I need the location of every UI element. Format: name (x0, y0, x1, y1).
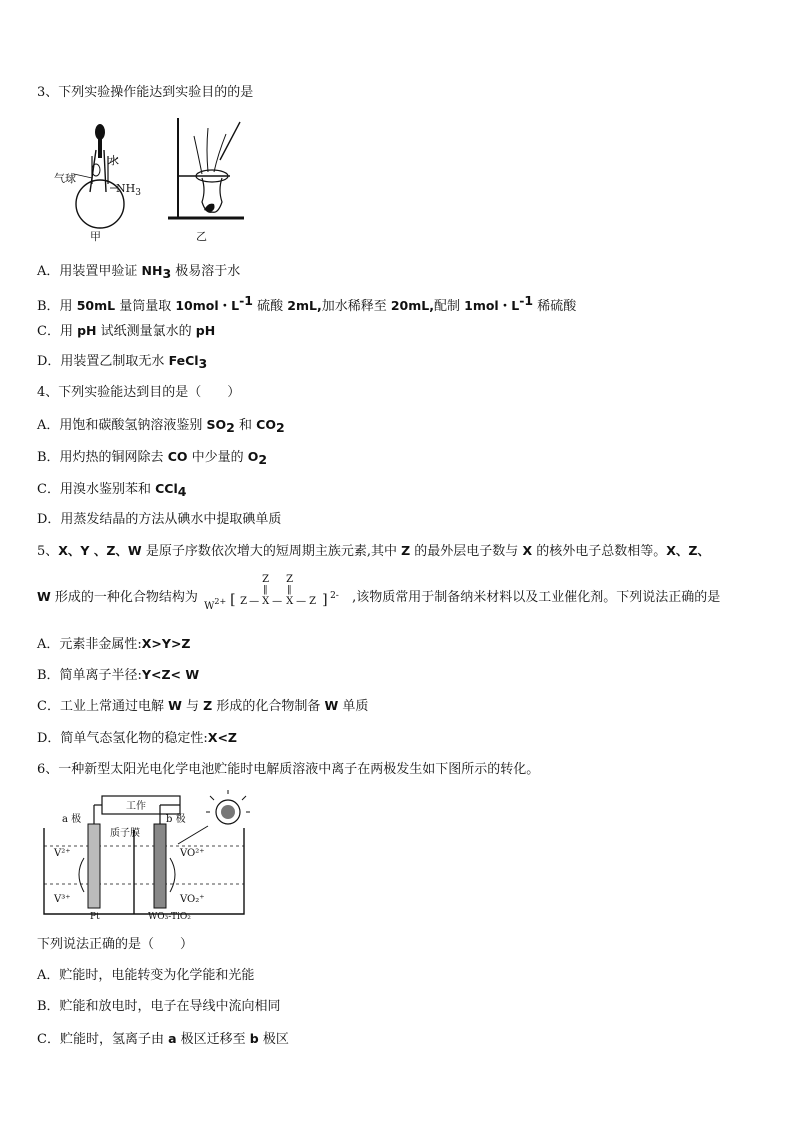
nh3-label: $NH_3$ (116, 182, 141, 198)
v3-label: V³⁺ (54, 894, 71, 905)
q4-option-a: A．用饱和碳酸氢钠溶液鉴别 $SO_2$ 和 $CO_2$ (37, 417, 285, 435)
vo2p-label: VO²⁺ (180, 848, 205, 859)
vo2-label: VO₂⁺ (180, 894, 205, 905)
q3-option-a: A．用装置甲验证 $NH_3$ 极易溶于水 (37, 263, 241, 281)
b-pole-label: b 极 (166, 814, 186, 825)
v2-label: V²⁺ (54, 848, 71, 859)
jia-label: 甲 (90, 230, 101, 243)
water-label: 水 (108, 154, 119, 167)
q3-figure-yi (162, 114, 252, 243)
pt-label: Pt (90, 912, 100, 922)
q5-option-b: B．简单离子半径:Y<Z< W (37, 667, 200, 683)
q3-option-c: C．用 pH 试纸测量氯水的 pH (37, 323, 216, 339)
q3-figure-jia (52, 112, 142, 242)
q6-option-c: C．贮能时，氢离子由 a 极区迁移至 b 极区 (37, 1031, 289, 1047)
q5-stem-line2: W 形成的一种化合物结构为 $W^{2+}$ [ Z — X Z ‖ — X Z ‖ — Z ] 2- ,该物质常用于制备纳米材料以及工业催化剂。下列说法正确的是 (37, 573, 721, 612)
balloon-label: 气球 (54, 172, 76, 185)
q4-stem: 4、下列实验能达到目的是（ ） (37, 385, 241, 400)
yi-label: 乙 (196, 230, 207, 243)
structure-formula: $W^{2+}$ [ Z — X Z ‖ — X Z ‖ — Z ] 2- (204, 573, 339, 612)
q6-option-b: B．贮能和放电时，电子在导线中流向相同 (37, 999, 281, 1014)
q6-figure-cell (38, 788, 288, 928)
a-pole-label: a 极 (62, 814, 82, 825)
q5-option-d: D．简单气态氢化物的稳定性:X<Z (37, 730, 237, 746)
q5-option-a: A．元素非金属性:X>Y>Z (37, 636, 191, 652)
q6-option-a: A．贮能时，电能转变为化学能和光能 (37, 968, 255, 983)
q5-option-c: C．工业上常通过电解 W 与 Z 形成的化合物制备 W 单质 (37, 698, 369, 714)
q3-option-b: B．用 50mL 量筒量取 10mol・$L^{-1}$ 硫酸 2mL,加水稀释至 20mL,配制 1mol・$L^{-1}$ 稀硫酸 (37, 293, 577, 314)
q6-stem: 6、一种新型太阳光电化学电池贮能时电解质溶液中离子在两极发生如下图所示的转化。 (37, 762, 540, 777)
q6-sub-stem: 下列说法正确的是（ ） (37, 937, 194, 952)
wo-label: WO₃-TiO₂ (148, 912, 191, 922)
q4-option-d: D．用蒸发结晶的方法从碘水中提取碘单质 (37, 512, 282, 527)
work-label: 工作 (126, 801, 146, 812)
membrane-label: 质子膜 (110, 828, 140, 839)
q4-option-c: C．用溴水鉴别苯和 CCl$_4$ (37, 481, 187, 499)
q3-stem: 3、下列实验操作能达到实验目的的是 (37, 85, 254, 100)
q4-option-b: B．用灼热的铜网除去 CO 中少量的 $O_2$ (37, 449, 268, 467)
q3-option-d: D．用装置乙制取无水 FeCl$_3$ (37, 353, 208, 371)
q5-stem-line1: 5、X、Y 、Z、W 是原子序数依次增大的短周期主族元素,其中 Z 的最外层电子数与 X 的核外电子总数相等。X、Z、 (37, 543, 710, 559)
